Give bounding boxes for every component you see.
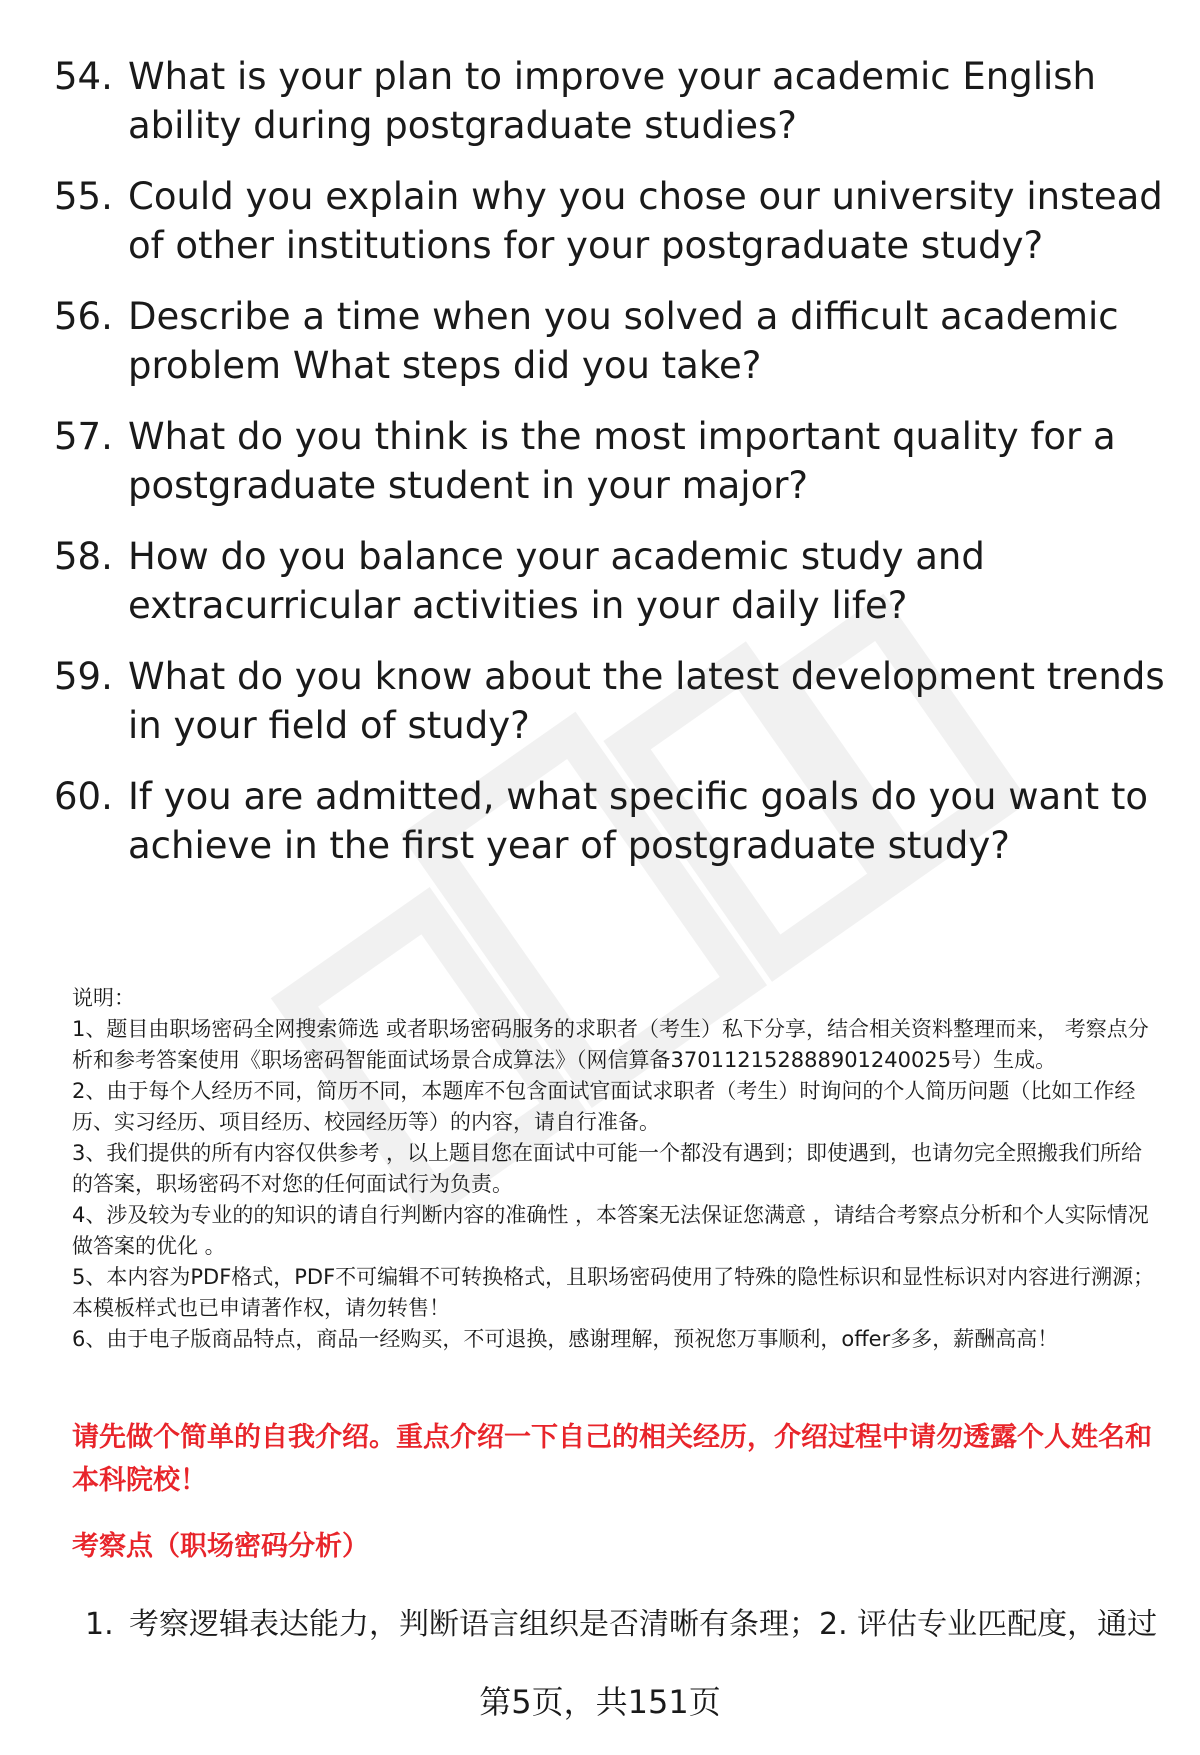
note-item: 4、涉及较为专业的的知识的请自行判断内容的准确性 ，本答案无法保证您满意 ，请结合考察点分析和个人实际情况做答案的优化 。 [72, 1203, 1149, 1258]
notes-title: 说明： [72, 986, 135, 1010]
question-item [54, 52, 1174, 150]
question-heading: 请先做个简单的自我介绍。重点介绍一下自己的相关经历，介绍过程中请勿透露个人姓名和本科院校！ [72, 1422, 1152, 1496]
question-number: 57. [54, 415, 113, 458]
question-item [54, 532, 1174, 630]
question-number: 55. [54, 175, 113, 218]
analysis-number: 1. [85, 1607, 114, 1642]
question-text: How do you balance your academic study and extracurricular activities in your daily life? [128, 535, 985, 627]
question-text: Could you explain why you chose our university instead of other institutions for your postgraduate study? [128, 175, 1163, 267]
question-item [54, 772, 1174, 870]
question-item [54, 172, 1174, 270]
analysis-item [85, 1603, 1175, 1647]
note-item: 3、我们提供的所有内容仅供参考 ，以上题目您在面试中可能一个都没有遇到；即使遇到，也请勿完全照搬我们所给的答案，职场密码不对您的任何面试行为负责。 [72, 1141, 1143, 1196]
question-text: What do you think is the most important quality for a postgraduate student in your major? [128, 415, 1116, 507]
question-text: Describe a time when you solved a difficult academic problem What steps did you take? [128, 295, 1119, 387]
question-item [54, 292, 1174, 390]
question-item [54, 412, 1174, 510]
page-footer: 第5页，共151页 [479, 1683, 721, 1721]
notes-section [72, 983, 1162, 1355]
note-item: 5、本内容为PDF格式，PDF不可编辑不可转换格式，且职场密码使用了特殊的隐性标识和显性标识对内容进行溯源；本模板样式也已申请著作权，请勿转售！ [72, 1265, 1155, 1320]
note-item: 2、由于每个人经历不同，简历不同，本题库不包含面试官面试求职者（考生）时询问的个人简历问题（比如工作经历、实习经历、项目经历、校园经历等）的内容，请自行准备。 [72, 1079, 1136, 1134]
analysis-heading: 考察点（职场密码分析） [72, 1531, 369, 1562]
question-text: What do you know about the latest development trends in your field of study? [128, 655, 1165, 747]
question-number: 54. [54, 55, 113, 98]
question-list [54, 52, 1174, 892]
question-number: 58. [54, 535, 113, 578]
analysis-text: 考察逻辑表达能力，判断语言组织是否清晰有条理；2. 评估专业匹配度，通过 [129, 1607, 1158, 1642]
question-text: If you are admitted, what specific goals do you want to achieve in the first year of postgraduate study? [128, 775, 1149, 867]
question-number: 59. [54, 655, 113, 698]
note-item: 6、由于电子版商品特点，商品一经购买，不可退换，感谢理解，预祝您万事顺利，offer多多，薪酬高高！ [72, 1327, 1059, 1351]
question-number: 56. [54, 295, 113, 338]
question-item [54, 652, 1174, 750]
note-item: 1、题目由职场密码全网搜索筛选 或者职场密码服务的求职者（考生）私下分享，结合相关资料整理而来， 考察点分析和参考答案使用《职场密码智能面试场景合成算法》（网信算备370112152888901240025号）生成。 [72, 1017, 1149, 1072]
question-number: 60. [54, 775, 113, 818]
question-text: What is your plan to improve your academic English ability during postgraduate studies? [128, 55, 1096, 147]
